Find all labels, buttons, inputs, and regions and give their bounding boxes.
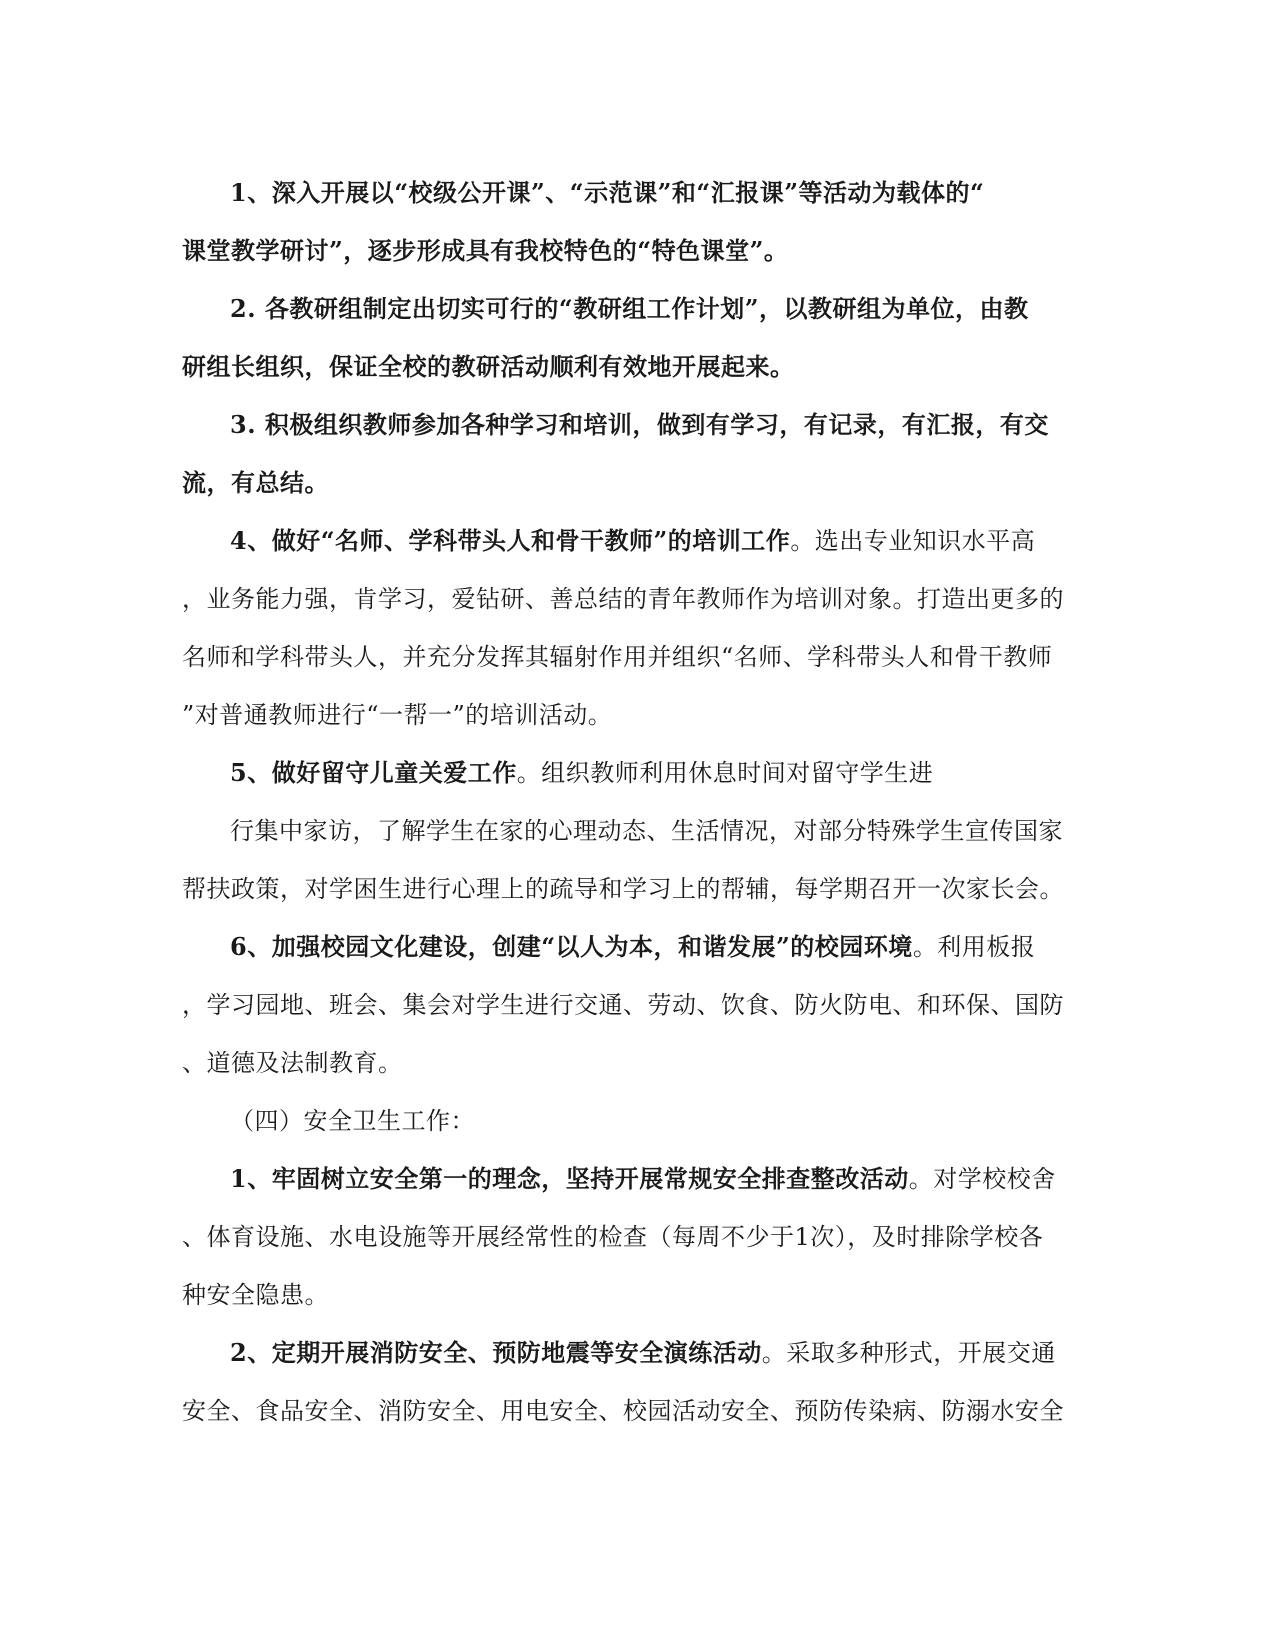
safety-paragraph-1 bbox=[182, 1150, 1082, 1324]
safety-paragraph-1-line-1 bbox=[182, 1150, 1082, 1208]
paragraph-1 bbox=[182, 164, 1082, 280]
safety-paragraph-1-line-1-rest: 。对学校校舍 bbox=[908, 1165, 1056, 1193]
paragraph-6-line-2: ，学习园地、班会、集会对学生进行交通、劳动、饮食、防火防电、和环保、国防 bbox=[182, 991, 1064, 1019]
paragraph-4 bbox=[182, 512, 1082, 744]
paragraph-5-line-1 bbox=[182, 744, 1082, 802]
paragraph-2-line-2: 研组长组织，保证全校的教研活动顺利有效地开展起来。 bbox=[182, 352, 795, 381]
paragraph-4-line-4: ”对普通教师进行“一帮一”的培训活动。 bbox=[182, 701, 613, 729]
paragraph-6-line-3: 、道德及法制教育。 bbox=[182, 1049, 403, 1077]
paragraph-5-heading: 5、做好留守儿童关爱工作 bbox=[230, 758, 517, 787]
section-heading-safety: （四）安全卫生工作： bbox=[230, 1107, 475, 1135]
paragraph-6-heading: 6、加强校园文化建设，创建“以人为本，和谐发展”的校园环境 bbox=[230, 932, 913, 961]
paragraph-3-line-1: 3. 积极组织教师参加各种学习和培训，做到有学习，有记录，有汇报，有交 bbox=[230, 410, 1049, 439]
safety-paragraph-1-line-2: 、体育设施、水电设施等开展经常性的检查（每周不少于1次），及时排除学校各 bbox=[182, 1223, 1044, 1251]
paragraph-5-line-1-rest: 。组织教师利用休息时间对留守学生进 bbox=[516, 759, 934, 787]
paragraph-6-line-1-rest: 。利用板报 bbox=[912, 933, 1036, 961]
paragraph-6-line-1 bbox=[182, 918, 1082, 976]
paragraph-5-line-2: 行集中家访，了解学生在家的心理动态、生活情况，对部分特殊学生宣传国家 bbox=[230, 817, 1063, 845]
paragraph-4-line-2: ，业务能力强，肯学习，爱钻研、善总结的青年教师作为培训对象。打造出更多的 bbox=[182, 585, 1064, 613]
safety-paragraph-2-heading: 2、定期开展消防安全、预防地震等安全演练活动 bbox=[230, 1338, 762, 1367]
paragraph-5-line-3: 帮扶政策，对学困生进行心理上的疏导和学习上的帮辅，每学期召开一次家长会。 bbox=[182, 875, 1064, 903]
paragraph-2-line-1: 2. 各教研组制定出切实可行的“教研组工作计划”，以教研组为单位，由教 bbox=[230, 294, 1029, 323]
paragraph-1-line-2: 课堂教学研讨”，逐步形成具有我校特色的“特色课堂”。 bbox=[182, 236, 789, 265]
paragraph-2 bbox=[182, 280, 1082, 396]
paragraph-6 bbox=[182, 918, 1082, 1092]
safety-paragraph-1-line-3: 种安全隐患。 bbox=[182, 1281, 329, 1309]
paragraph-5 bbox=[182, 744, 1082, 918]
paragraph-4-line-3: 名师和学科带头人，并充分发挥其辐射作用并组织“名师、学科带头人和骨干教师 bbox=[182, 643, 1053, 671]
paragraph-1-line-1: 1、深入开展以“校级公开课”、“示范课”和“汇报课”等活动为载体的“ bbox=[230, 178, 985, 207]
safety-paragraph-2 bbox=[182, 1324, 1082, 1440]
safety-paragraph-2-line-1-rest: 。采取多种形式，开展交通 bbox=[761, 1339, 1056, 1367]
safety-paragraph-1-heading: 1、牢固树立安全第一的理念，坚持开展常规安全排查整改活动 bbox=[230, 1164, 909, 1193]
paragraph-3-line-2: 流，有总结。 bbox=[182, 468, 329, 497]
paragraph-4-line-1-rest: 。选出专业知识水平高 bbox=[790, 527, 1036, 555]
paragraph-3 bbox=[182, 396, 1082, 512]
safety-paragraph-2-line-1 bbox=[182, 1324, 1082, 1382]
paragraph-4-line-1 bbox=[182, 512, 1082, 570]
paragraph-4-heading: 4、做好“名师、学科带头人和骨干教师”的培训工作 bbox=[230, 526, 791, 555]
document-page bbox=[182, 164, 1082, 1440]
safety-paragraph-2-line-2: 安全、食品安全、消防安全、用电安全、校园活动安全、预防传染病、防溺水安全 bbox=[182, 1397, 1064, 1425]
